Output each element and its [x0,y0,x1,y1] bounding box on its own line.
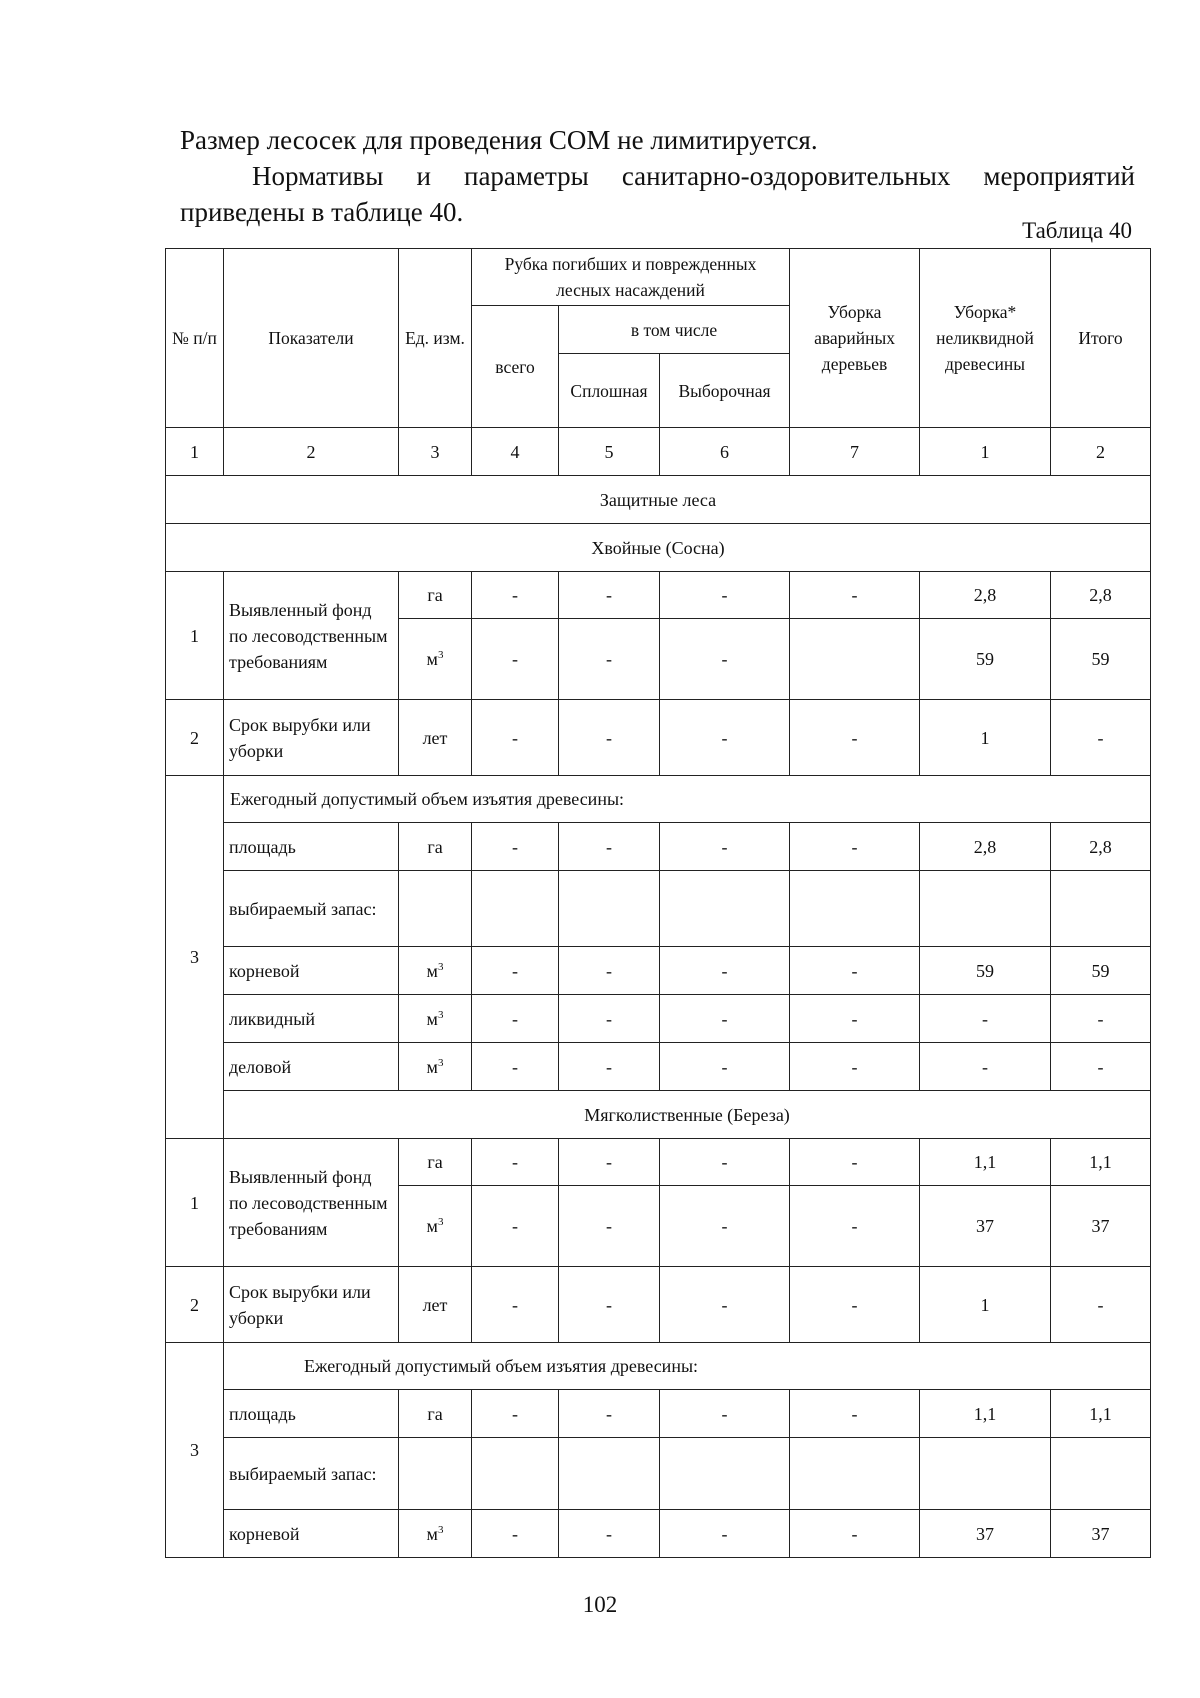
value-cell: 37 [920,1186,1051,1267]
value-cell: - [472,1139,559,1186]
root-label: корневой [224,947,399,995]
header-indicators: Показатели [224,249,399,428]
empty-cell [920,871,1051,947]
unit-cell: $м^3$ [399,1510,472,1558]
row-num: 1 [166,572,224,700]
value-cell: - [660,1139,790,1186]
value-cell: - [660,1043,790,1091]
row-num: 3 [166,1343,224,1558]
area-label: площадь [224,823,399,871]
row-num: 1 [166,1139,224,1267]
value-cell: - [559,1510,660,1558]
col-number: 4 [472,428,559,476]
value-cell: 2,8 [920,823,1051,871]
value-cell: - [472,1186,559,1267]
value-cell: - [472,700,559,776]
empty-cell [399,1438,472,1510]
col-number: 5 [559,428,660,476]
header-total: всего [472,306,559,428]
value-cell: - [790,1390,920,1438]
business-label: деловой [224,1043,399,1091]
annual-title: Ежегодный допустимый объем изъятия древесины: [224,1343,1151,1390]
value-cell: - [1051,1267,1151,1343]
value-cell: 37 [1051,1510,1151,1558]
intro-line-2: Нормативы и параметры санитарно-оздоровительных мероприятий приведены в таблице 40. [180,161,1135,227]
empty-cell [559,1438,660,1510]
col-number: 2 [224,428,399,476]
value-cell: - [472,619,559,700]
stock-label: выбираемый запас: [224,871,399,947]
unit-cell: лет [399,1267,472,1343]
value-cell: - [559,823,660,871]
value-cell: - [660,700,790,776]
value-cell: 59 [920,619,1051,700]
value-cell: - [790,995,920,1043]
header-including: в том числе [559,306,790,354]
unit-cell: га [399,823,472,871]
value-cell: - [559,995,660,1043]
area-label: площадь [224,1390,399,1438]
value-cell: 1,1 [920,1390,1051,1438]
header-unit: Ед. изм. [399,249,472,428]
value-cell: 1 [920,1267,1051,1343]
value-cell: - [472,1043,559,1091]
value-cell: - [559,619,660,700]
empty-cell [1051,871,1151,947]
row-num: 3 [166,776,224,1139]
header-clear: Сплошная [559,354,660,428]
header-illiquid: Уборка* неликвидной древесины [920,249,1051,428]
value-cell: - [660,572,790,619]
value-cell: - [559,572,660,619]
unit-cell: га [399,572,472,619]
empty-cell [790,1438,920,1510]
header-num: № п/п [166,249,224,428]
header-sum: Итого [1051,249,1151,428]
term-label: Срок вырубки или уборки [224,1267,399,1343]
col-number: 6 [660,428,790,476]
value-cell: 1,1 [1051,1390,1151,1438]
value-cell: - [559,1390,660,1438]
value-cell: - [790,700,920,776]
empty-cell [660,871,790,947]
intro-line-1: Размер лесосек для проведения СОМ не лимитируется. [180,125,818,155]
empty-cell [1051,1438,1151,1510]
stock-label: выбираемый запас: [224,1438,399,1510]
value-cell: - [559,947,660,995]
value-cell: - [1051,995,1151,1043]
header-felling-group: Рубка погибших и поврежденных лесных насаждений [472,249,790,306]
value-cell: 1,1 [1051,1139,1151,1186]
value-cell: - [559,700,660,776]
value-cell: 2,8 [1051,823,1151,871]
value-cell: 37 [920,1510,1051,1558]
empty-cell [660,1438,790,1510]
value-cell: - [790,1510,920,1558]
value-cell: 1 [920,700,1051,776]
value-cell: - [920,1043,1051,1091]
value-cell: - [472,572,559,619]
value-cell: - [790,1267,920,1343]
value-cell: 59 [920,947,1051,995]
value-cell: 59 [1051,947,1151,995]
value-cell: - [790,823,920,871]
value-cell: - [559,1186,660,1267]
table-label: Таблица 40 [1022,218,1132,243]
value-cell: - [472,1510,559,1558]
value-cell: - [559,1139,660,1186]
term-label: Срок вырубки или уборки [224,700,399,776]
value-cell: - [660,1510,790,1558]
value-cell: - [660,823,790,871]
empty-cell [790,871,920,947]
value-cell: - [472,1267,559,1343]
unit-cell: $м^3$ [399,619,472,700]
header-emergency: Уборка аварийных деревьев [790,249,920,428]
value-cell: - [472,823,559,871]
value-cell: - [920,995,1051,1043]
value-cell: 1,1 [920,1139,1051,1186]
value-cell: - [790,947,920,995]
unit-cell: $м^3$ [399,1186,472,1267]
value-cell: - [472,995,559,1043]
col-number: 1 [166,428,224,476]
value-cell: - [790,1043,920,1091]
empty-cell [399,871,472,947]
value-cell: - [559,1267,660,1343]
empty-cell [472,1438,559,1510]
empty-cell [920,1438,1051,1510]
col-number: 3 [399,428,472,476]
value-cell: - [559,1043,660,1091]
unit-cell: лет [399,700,472,776]
value-cell: 2,8 [1051,572,1151,619]
value-cell [790,619,920,700]
value-cell: - [660,995,790,1043]
row-num: 2 [166,1267,224,1343]
liquid-label: ликвидный [224,995,399,1043]
value-cell: 59 [1051,619,1151,700]
value-cell: 2,8 [920,572,1051,619]
section-title: Защитные леса [166,476,1151,524]
group-title: Хвойные (Сосна) [166,524,1151,572]
value-cell: - [790,572,920,619]
value-cell: - [660,1267,790,1343]
col-number: 1 [920,428,1051,476]
row-num: 2 [166,700,224,776]
empty-cell [559,871,660,947]
value-cell: - [790,1139,920,1186]
value-cell: - [1051,700,1151,776]
value-cell: - [472,947,559,995]
unit-cell: га [399,1390,472,1438]
root-label: корневой [224,1510,399,1558]
empty-cell [472,871,559,947]
unit-cell: $м^3$ [399,1043,472,1091]
value-cell: - [660,947,790,995]
value-cell: - [660,1186,790,1267]
value-cell: - [790,1186,920,1267]
group-title: Мягколиственные (Береза) [224,1091,1151,1139]
value-cell: - [660,619,790,700]
fund-label: Выявленный фонд по лесоводственным требованиям [224,1139,399,1267]
unit-cell: га [399,1139,472,1186]
col-number: 2 [1051,428,1151,476]
fund-label: Выявленный фонд по лесоводственным требованиям [224,572,399,700]
annual-title: Ежегодный допустимый объем изъятия древесины: [224,776,1151,823]
value-cell: - [1051,1043,1151,1091]
unit-cell: $м^3$ [399,995,472,1043]
page-number: 102 [582,1592,618,1617]
value-cell: - [472,1390,559,1438]
unit-cell: $м^3$ [399,947,472,995]
norms-table [165,248,1151,1558]
header-selective: Выборочная [660,354,790,428]
value-cell: 37 [1051,1186,1151,1267]
col-number: 7 [790,428,920,476]
value-cell: - [660,1390,790,1438]
